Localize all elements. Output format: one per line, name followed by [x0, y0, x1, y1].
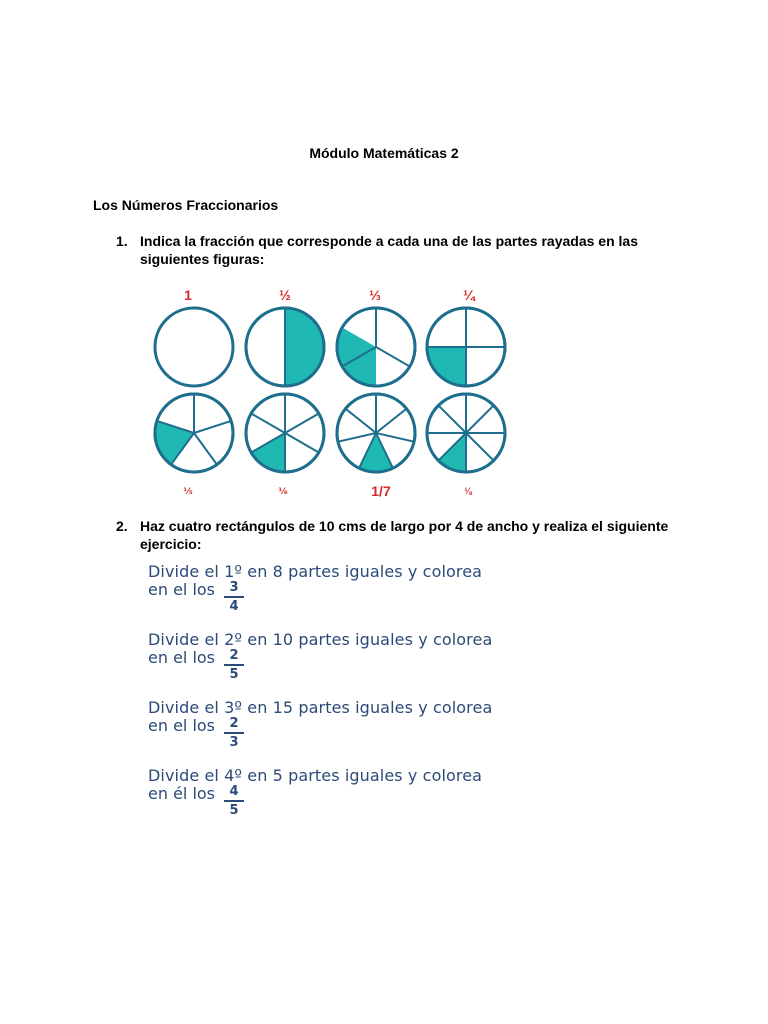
exercise-4-instruction: Divide el 4º en 5 partes iguales y colorea	[148, 766, 483, 785]
circle-seventh	[337, 394, 415, 472]
question-1-text: Indica la fracción que corresponde a cada una de las partes rayadas en las siguientes figuras:	[140, 233, 638, 267]
circle-half	[246, 308, 324, 386]
exercise-2-numerator: 2	[229, 648, 239, 663]
question-1	[116, 232, 686, 272]
fraction-label-1: 1	[184, 287, 192, 303]
page-title: Módulo Matemáticas 2	[309, 145, 459, 161]
exercise-1-denominator: 4	[229, 599, 239, 614]
question-2	[116, 517, 686, 557]
question-2-number: 2.	[116, 518, 128, 534]
exercise-2-lead: en el los	[148, 648, 216, 667]
exercise-4-denominator: 5	[229, 803, 239, 818]
exercise-2-denominator: 5	[229, 667, 239, 682]
exercise-3-numerator: 2	[229, 716, 239, 731]
fraction-circles-figure	[150, 305, 520, 477]
exercise-3-lead: en el los	[148, 716, 216, 735]
fraction-bar	[224, 800, 244, 802]
fraction-label-fifth: ⅕	[183, 486, 193, 496]
circle-eighth	[427, 394, 505, 472]
exercise-4-lead: en él los	[148, 784, 216, 803]
circle-quarter	[427, 308, 505, 386]
fraction-label-half: ½	[279, 287, 291, 303]
fraction-label-eighth: ⅛	[464, 486, 472, 496]
exercise-3-fraction	[224, 716, 244, 750]
exercise-3-instruction: Divide el 3º en 15 partes iguales y colorea	[148, 698, 493, 717]
shaded-sector	[285, 308, 324, 386]
circle-fifth	[155, 394, 233, 472]
fraction-bar	[224, 732, 244, 734]
exercise-2-fraction	[224, 648, 244, 682]
question-1-number: 1.	[116, 233, 128, 249]
exercise-2-instruction: Divide el 2º en 10 partes iguales y colorea	[148, 630, 493, 649]
exercise-1-numerator: 3	[229, 580, 239, 595]
exercise-1-fraction	[224, 580, 244, 614]
exercise-3-denominator: 3	[229, 735, 239, 750]
circle-sixth	[246, 394, 324, 472]
question-2-text: Haz cuatro rectángulos de 10 cms de largo por 4 de ancho y realiza el siguiente ejercicio:	[140, 518, 669, 552]
exercise-4-numerator: 4	[229, 784, 239, 799]
exercise-1-lead: en el los	[148, 580, 216, 599]
section-title: Los Números Fraccionarios	[93, 197, 279, 213]
fraction-bar	[224, 596, 244, 598]
circle-third	[337, 308, 415, 386]
fraction-label-sixth: ⅙	[278, 486, 288, 496]
fraction-bar	[224, 664, 244, 666]
exercise-1-instruction: Divide el 1º en 8 partes iguales y colorea	[148, 562, 483, 581]
exercise-4-fraction	[224, 784, 244, 818]
fraction-label-seventh: 1/7	[371, 483, 391, 499]
fraction-label-third: ⅓	[369, 287, 381, 303]
circle-whole	[155, 308, 233, 386]
fraction-label-quarter: ¼	[463, 287, 475, 303]
